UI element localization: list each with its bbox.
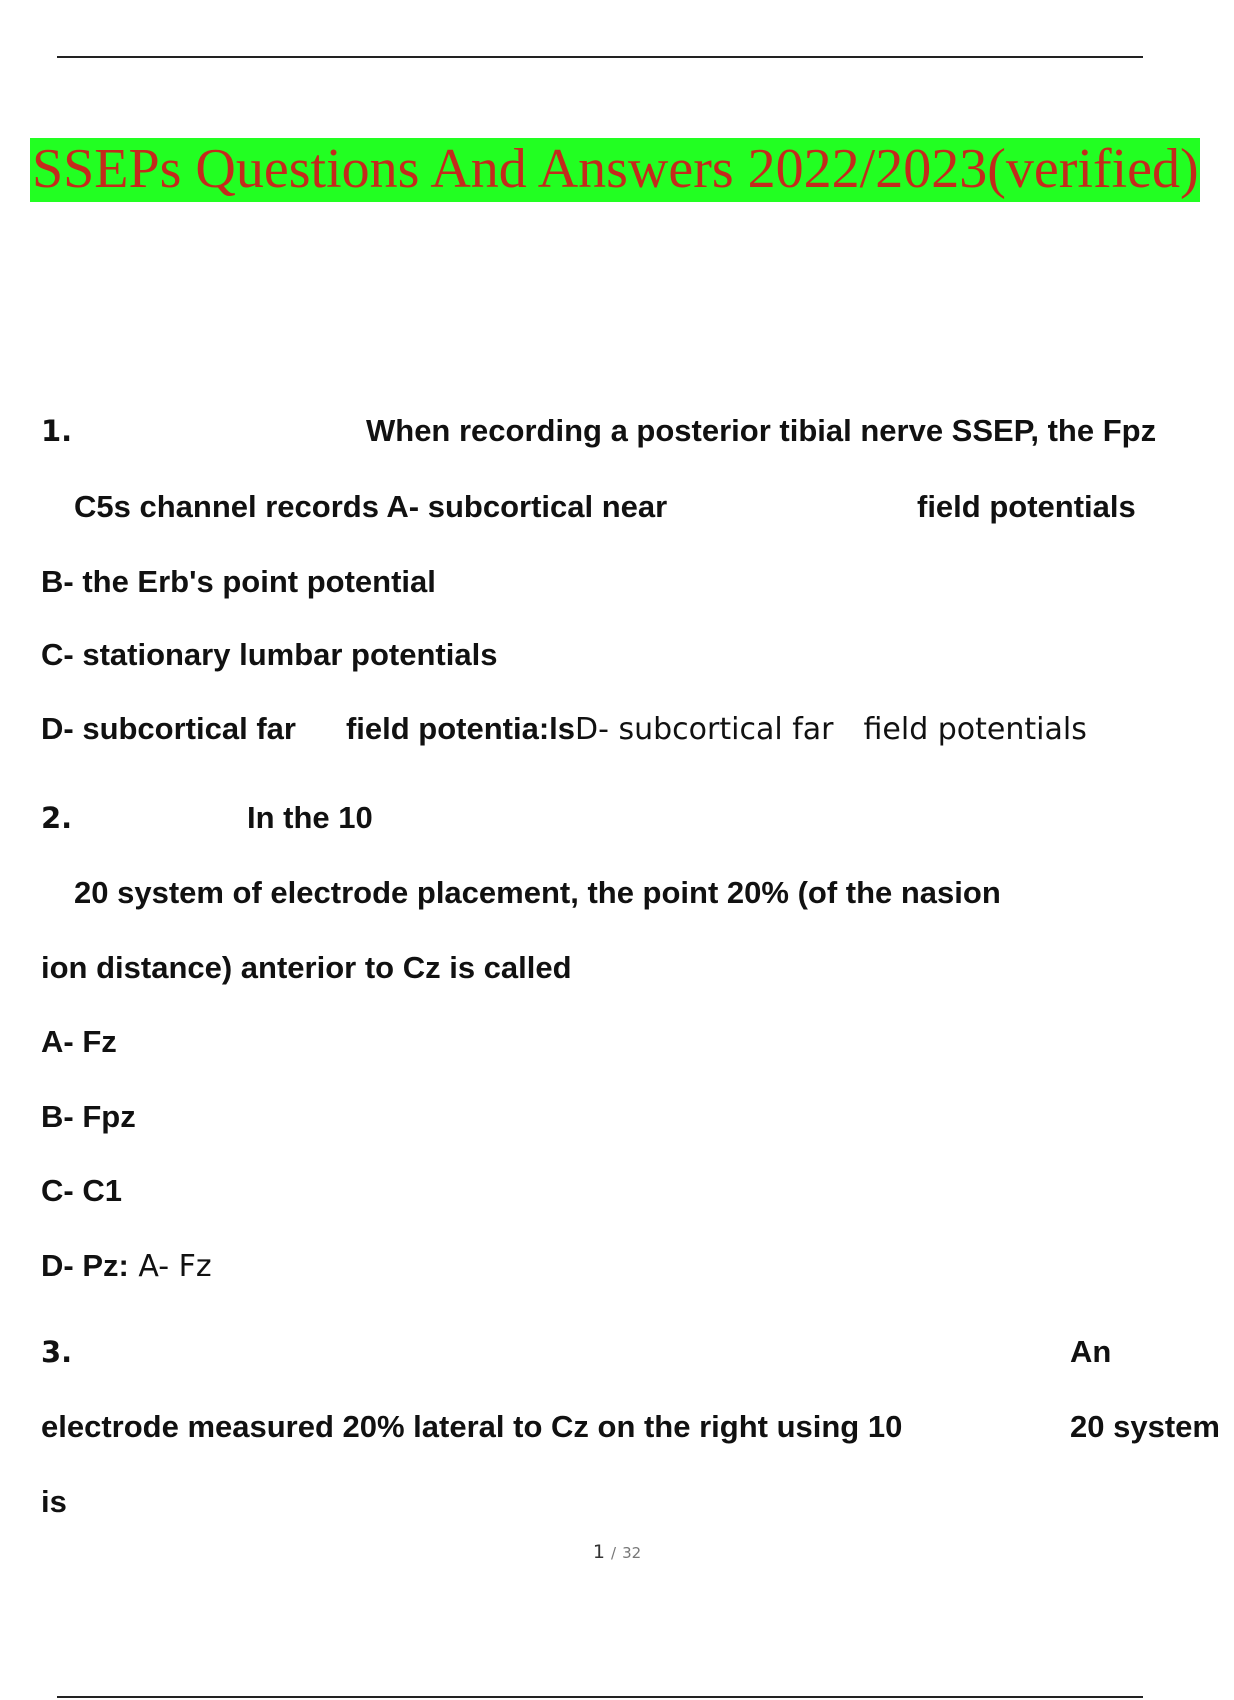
bottom-rule xyxy=(57,1696,1143,1698)
question-3-stem-line-2a: electrode measured 20% lateral to Cz on the right using 10 xyxy=(41,1409,903,1444)
title-banner xyxy=(30,138,1200,202)
question-3-stem-line-2b: 20 system xyxy=(1070,1409,1220,1444)
question-1-number: 1. xyxy=(41,414,73,448)
top-rule xyxy=(57,56,1143,58)
question-1-answer-part-b: field potentials xyxy=(863,712,1087,747)
question-1-stem-line-2a: C5s channel records A- subcortical near xyxy=(74,489,668,524)
page-indicator xyxy=(0,1541,1234,1563)
page-total: 32 xyxy=(622,1544,642,1562)
page-current: 1 xyxy=(592,1541,605,1563)
question-1-option-c: C- stationary lumbar potentials xyxy=(41,637,498,672)
question-2-option-b: B- Fpz xyxy=(41,1099,136,1134)
question-2-stem-line-3: ion distance) anterior to Cz is called xyxy=(41,950,572,985)
question-1-answer-part-a: D- subcortical far xyxy=(575,712,834,747)
question-1-option-d-part-b: field potentia:ls xyxy=(345,711,576,746)
question-2-option-a: A- Fz xyxy=(41,1024,117,1059)
question-1-stem-line-2b: field potentials xyxy=(917,489,1136,524)
question-1-option-b: B- the Erb's point potential xyxy=(41,564,436,599)
question-2-option-c: C- C1 xyxy=(41,1173,122,1208)
page-separator: / xyxy=(610,1544,617,1562)
question-1-option-d xyxy=(41,711,1087,748)
question-2-answer: A- Fz xyxy=(128,1249,212,1284)
question-3-stem-line-3: is xyxy=(41,1484,67,1519)
question-2-stem-line-2: 20 system of electrode placement, the point 20% (of the nasion xyxy=(74,875,1001,910)
question-2-stem-line-1: In the 10 xyxy=(247,800,373,835)
question-2-option-d xyxy=(41,1248,212,1285)
question-1-option-d-part-a: D- subcortical far xyxy=(41,711,296,746)
question-2-option-d-label: D- Pz: xyxy=(41,1248,129,1283)
question-3-number: 3. xyxy=(41,1335,73,1369)
document-title: SSEPs Questions And Answers 2022/2023(verified) xyxy=(32,138,1199,200)
question-1-stem-line-1: When recording a posterior tibial nerve SSEP, the Fpz xyxy=(366,413,1157,448)
question-3-stem-line-1: An xyxy=(1070,1334,1112,1369)
question-2-number: 2. xyxy=(41,801,73,835)
